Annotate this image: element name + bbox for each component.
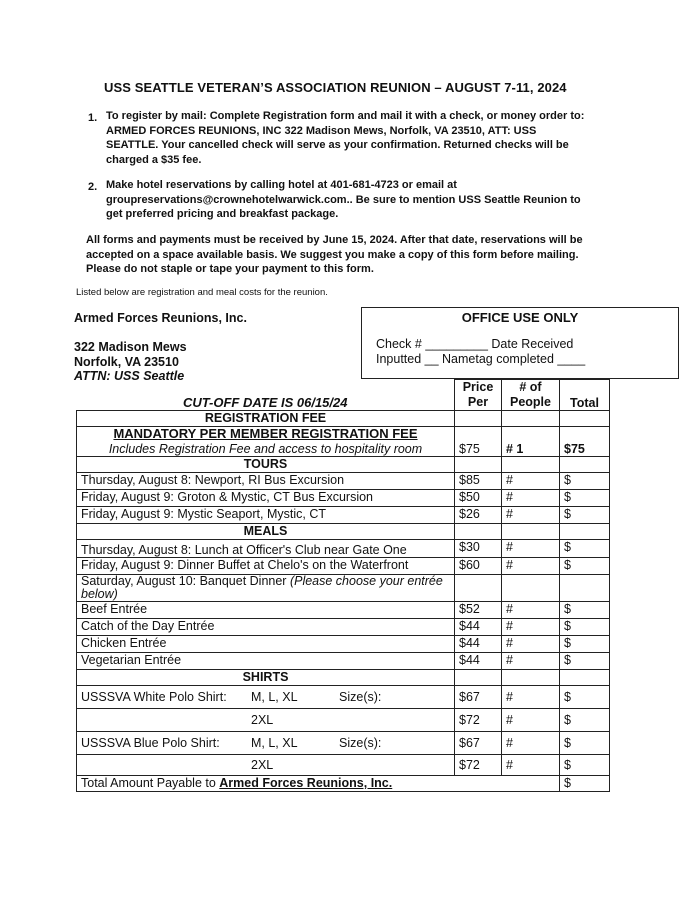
office-line-2: Inputted __ Nametag completed ____ [376,352,586,366]
total-cell[interactable]: $ [560,755,610,776]
people-cell[interactable]: # [502,507,560,524]
total-cell[interactable]: $ [560,653,610,670]
item-desc: Thursday, August 8: Lunch at Officer's Club near Gate One [77,540,455,558]
section-tours: TOURS [77,457,455,473]
text-line: ARMED FORCES REUNIONS, INC 322 Madison Mews, Norfolk, VA 23510, ATT: USS [106,124,537,137]
address-attn: ATTN: USS Seattle [74,369,185,383]
people-cell[interactable]: # [502,636,560,653]
shirt-sizes: 2XL [251,757,274,772]
table-row [77,709,610,732]
people-cell: # 1 [502,427,560,457]
section-row [77,411,610,427]
instruction-2 [106,178,581,222]
section-row [77,670,610,686]
table-row [77,619,610,636]
section-shirts: SHIRTS [77,670,455,686]
item-desc: Friday, August 9: Groton & Mystic, CT Bus Excursion [77,490,455,507]
people-cell[interactable]: # [502,755,560,776]
table-row [77,490,610,507]
mailing-address [74,340,187,384]
header-text: Price [462,380,494,394]
mandatory-fee-sub: Includes Registration Fee and access to hospitality room [108,441,423,456]
table-row [77,732,610,755]
item-desc: Chicken Entrée [77,636,455,653]
table-header-row [77,380,610,411]
text-line: All forms and payments must be received by June 15, 2024. After that date, reservations will be [86,234,583,246]
date-received-label: Date Received [491,337,574,351]
total-header: Total [560,380,610,411]
total-cell[interactable]: $ [560,602,610,619]
check-number-field: Check # _________ [376,337,492,351]
total-cell[interactable]: $ [560,473,610,490]
total-cell[interactable]: $ [560,540,610,558]
table-row [77,636,610,653]
table-row [77,653,610,670]
item-desc: Friday, August 9: Dinner Buffet at Chelo's on the Waterfront [77,558,455,575]
listed-note: Listed below are registration and meal costs for the reunion. [76,287,328,298]
total-amount-label [77,776,560,792]
section-row [77,457,610,473]
table-row [77,540,610,558]
price-cell: $60 [455,558,502,575]
section-registration: REGISTRATION FEE [77,411,455,427]
cutoff-date: CUT-OFF DATE IS 06/15/24 [77,380,455,411]
total-cell[interactable]: $ [560,619,610,636]
people-cell[interactable]: # [502,732,560,755]
shirt-name: USSSVA Blue Polo Shirt: [81,735,220,750]
text-line: accepted on a space available basis. We suggest you make a copy of this form before mailing. [86,248,579,261]
total-cell[interactable]: $ [560,558,610,575]
office-use-title: OFFICE USE ONLY [461,310,579,325]
shirt-desc [77,709,455,732]
text-line: groupreservations@crownehotelwarwick.com.. Be sure to mention USS Seattle Reunion to [106,193,581,206]
instruction-1 [106,109,584,167]
header-text: Per [467,394,489,409]
people-cell[interactable]: # [502,473,560,490]
price-cell: $44 [455,636,502,653]
header-text: People [510,394,551,409]
text-line: Make hotel reservations by calling hotel at 401-681-4723 or email at [106,179,457,191]
price-cell: $72 [455,755,502,776]
item-desc: Vegetarian Entrée [77,653,455,670]
people-cell[interactable]: # [502,619,560,636]
table-row [77,427,610,457]
shirt-desc [77,755,455,776]
deadline-notice [86,233,583,277]
price-cell: $50 [455,490,502,507]
shirt-sizes: 2XL [251,712,274,727]
table-row [77,473,610,490]
table-row [77,602,610,619]
address-street: 322 Madison Mews [74,340,187,354]
banquet-title: Saturday, August 10: Banquet Dinner [81,574,287,588]
price-cell: $67 [455,732,502,755]
total-payee: Armed Forces Reunions, Inc. [219,776,393,790]
size-label: Size(s): [339,735,382,750]
item-desc: Thursday, August 8: Newport, RI Bus Excursion [77,473,455,490]
people-cell[interactable]: # [502,602,560,619]
price-cell: $72 [455,709,502,732]
table-row [77,575,610,602]
price-cell: $67 [455,686,502,709]
office-use-box [361,307,679,379]
office-line-1 [376,337,573,351]
table-row [77,755,610,776]
instruction-number: 2. [88,181,98,193]
total-label-text: Total Amount Payable to [81,776,220,790]
item-desc: Friday, August 9: Mystic Seaport, Mystic, CT [77,507,455,524]
size-label: Size(s): [339,689,382,704]
address-city: Norfolk, VA 23510 [74,354,179,369]
text-line: charged a $35 fee. [106,153,202,166]
grand-total-cell[interactable]: $ [560,776,610,792]
text-line: SEATTLE. Your cancelled check will serve as your confirmation. Returned checks will be [106,139,569,151]
price-cell: $75 [455,427,502,457]
people-cell[interactable]: # [502,558,560,575]
text-line: To register by mail: Complete Registration form and mail it with a check, or money order to: [106,110,585,122]
total-cell[interactable]: $ [560,732,610,755]
shirt-sizes: M, L, XL [251,735,298,750]
total-row [77,776,610,792]
mandatory-fee-cell [77,427,455,457]
text-line: Please do not staple or tape your payment to this form. [86,263,374,275]
people-cell[interactable]: # [502,490,560,507]
banquet-desc [77,575,455,602]
price-cell: $26 [455,507,502,524]
shirt-sizes: M, L, XL [251,689,298,704]
total-cell[interactable]: $ [560,709,610,732]
section-row [77,524,610,540]
total-cell[interactable]: $ [560,636,610,653]
price-cell: $44 [455,619,502,636]
item-desc: Catch of the Day Entrée [77,619,455,636]
form-title: USS SEATTLE VETERAN’S ASSOCIATION REUNION – AUGUST 7-11, 2024 [104,80,567,95]
people-cell[interactable]: # [502,540,560,558]
header-text: # of [519,380,542,394]
shirt-name: USSSVA White Polo Shirt: [81,689,227,704]
people-cell[interactable]: # [502,653,560,670]
total-cell[interactable]: $ [560,507,610,524]
price-cell: $44 [455,653,502,670]
people-header [502,380,560,411]
total-cell: $75 [560,427,610,457]
table-row [77,558,610,575]
shirt-desc [77,732,455,755]
mandatory-fee-title: MANDATORY PER MEMBER REGISTRATION FEE [113,426,418,441]
registration-table [76,379,610,792]
people-cell[interactable]: # [502,709,560,732]
banquet-note: (Please choose your entrée below) [81,574,443,601]
price-cell: $30 [455,540,502,558]
org-name: Armed Forces Reunions, Inc. [74,311,247,325]
table-row [77,507,610,524]
total-cell[interactable]: $ [560,490,610,507]
text-line: get preferred pricing and breakfast package. [106,208,339,220]
instruction-number: 1. [88,112,98,124]
price-cell: $52 [455,602,502,619]
section-meals: MEALS [77,524,455,540]
price-header [455,380,502,411]
total-cell[interactable]: $ [560,686,610,709]
shirt-desc [77,686,455,709]
people-cell[interactable]: # [502,686,560,709]
table-row [77,686,610,709]
price-cell: $85 [455,473,502,490]
item-desc: Beef Entrée [77,602,455,619]
